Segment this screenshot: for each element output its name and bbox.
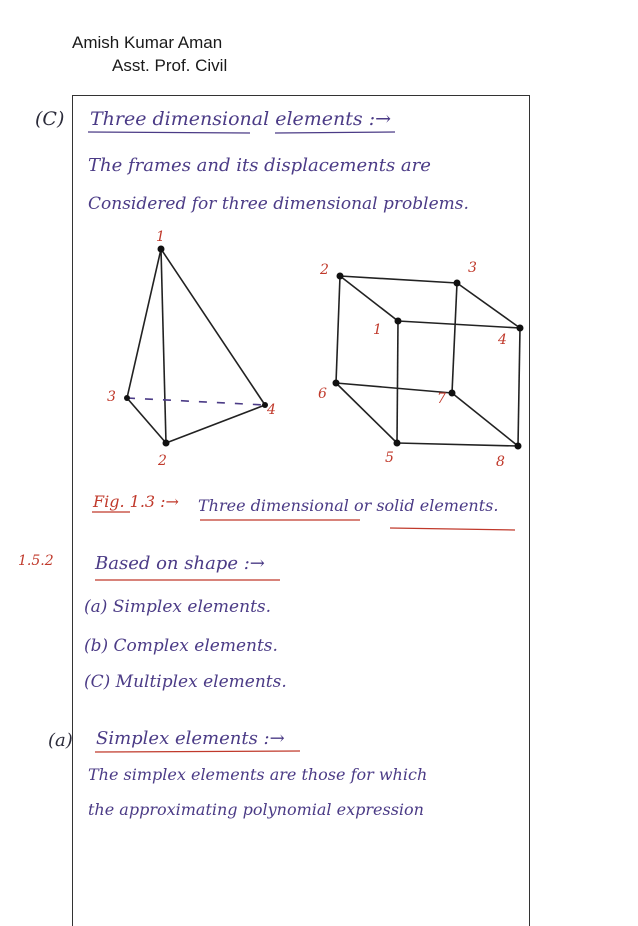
- cube-label-3: 3: [468, 260, 477, 276]
- cube-node-8: [515, 443, 522, 450]
- section-c-label: (C): [35, 108, 65, 130]
- section-c-line-1: The frames and its displacements are: [88, 155, 431, 176]
- author-name: Amish Kumar Aman: [72, 33, 223, 52]
- author-title: Asst. Prof. Civil: [112, 56, 228, 75]
- section-a-heading: Simplex elements :→: [96, 728, 285, 749]
- cube-node-1: [395, 318, 402, 325]
- cube-label-2: 2: [320, 262, 329, 278]
- cube-label-4: 4: [498, 332, 507, 348]
- figure-caption-text: Three dimensional or solid elements.: [198, 496, 499, 515]
- simplex-heading-underline: [95, 751, 300, 752]
- cube-label-1: 1: [373, 322, 382, 338]
- section-a-line-2: the approximating polynomial expression: [88, 800, 424, 819]
- cube-drawing: [336, 276, 520, 446]
- tetra-node-2: [163, 440, 170, 447]
- cube-node-2: [337, 273, 344, 280]
- section-152-number: 1.5.2: [18, 553, 54, 569]
- tetra-label-1: 1: [156, 229, 165, 245]
- cube-label-5: 5: [385, 450, 394, 466]
- cube-label-6: 6: [318, 386, 327, 402]
- tetra-label-4: 4: [267, 402, 276, 418]
- cube-label-7: 7: [437, 391, 446, 407]
- cube-node-4: [517, 325, 524, 332]
- list-item-multiplex: (C) Multiplex elements.: [84, 672, 287, 692]
- section-c-line-2: Considered for three dimensional problems.: [88, 194, 469, 214]
- section-c-heading: Three dimensional elements :→: [90, 108, 392, 130]
- cube-node-3: [454, 280, 461, 287]
- tetra-node-1: [158, 246, 165, 253]
- cube-label-8: 8: [496, 454, 505, 470]
- section-a-line-1: The simplex elements are those for which: [88, 765, 428, 784]
- section-a-label: (a): [48, 730, 73, 751]
- tetra-label-3: 3: [107, 389, 116, 405]
- tetra-node-3: [124, 395, 130, 401]
- cube-node-5: [394, 440, 401, 447]
- tetrahedron-drawing: [127, 249, 265, 443]
- tetra-label-2: 2: [158, 453, 167, 469]
- figure-caption-prefix: Fig. 1.3 :→: [93, 492, 179, 511]
- list-item-complex: (b) Complex elements.: [84, 636, 278, 656]
- cube-node-6: [333, 380, 340, 387]
- cube-node-7: [449, 390, 456, 397]
- list-item-simplex: (a) Simplex elements.: [84, 597, 272, 617]
- heading-underline-c: [88, 132, 395, 133]
- section-152-heading: Based on shape :→: [95, 553, 265, 574]
